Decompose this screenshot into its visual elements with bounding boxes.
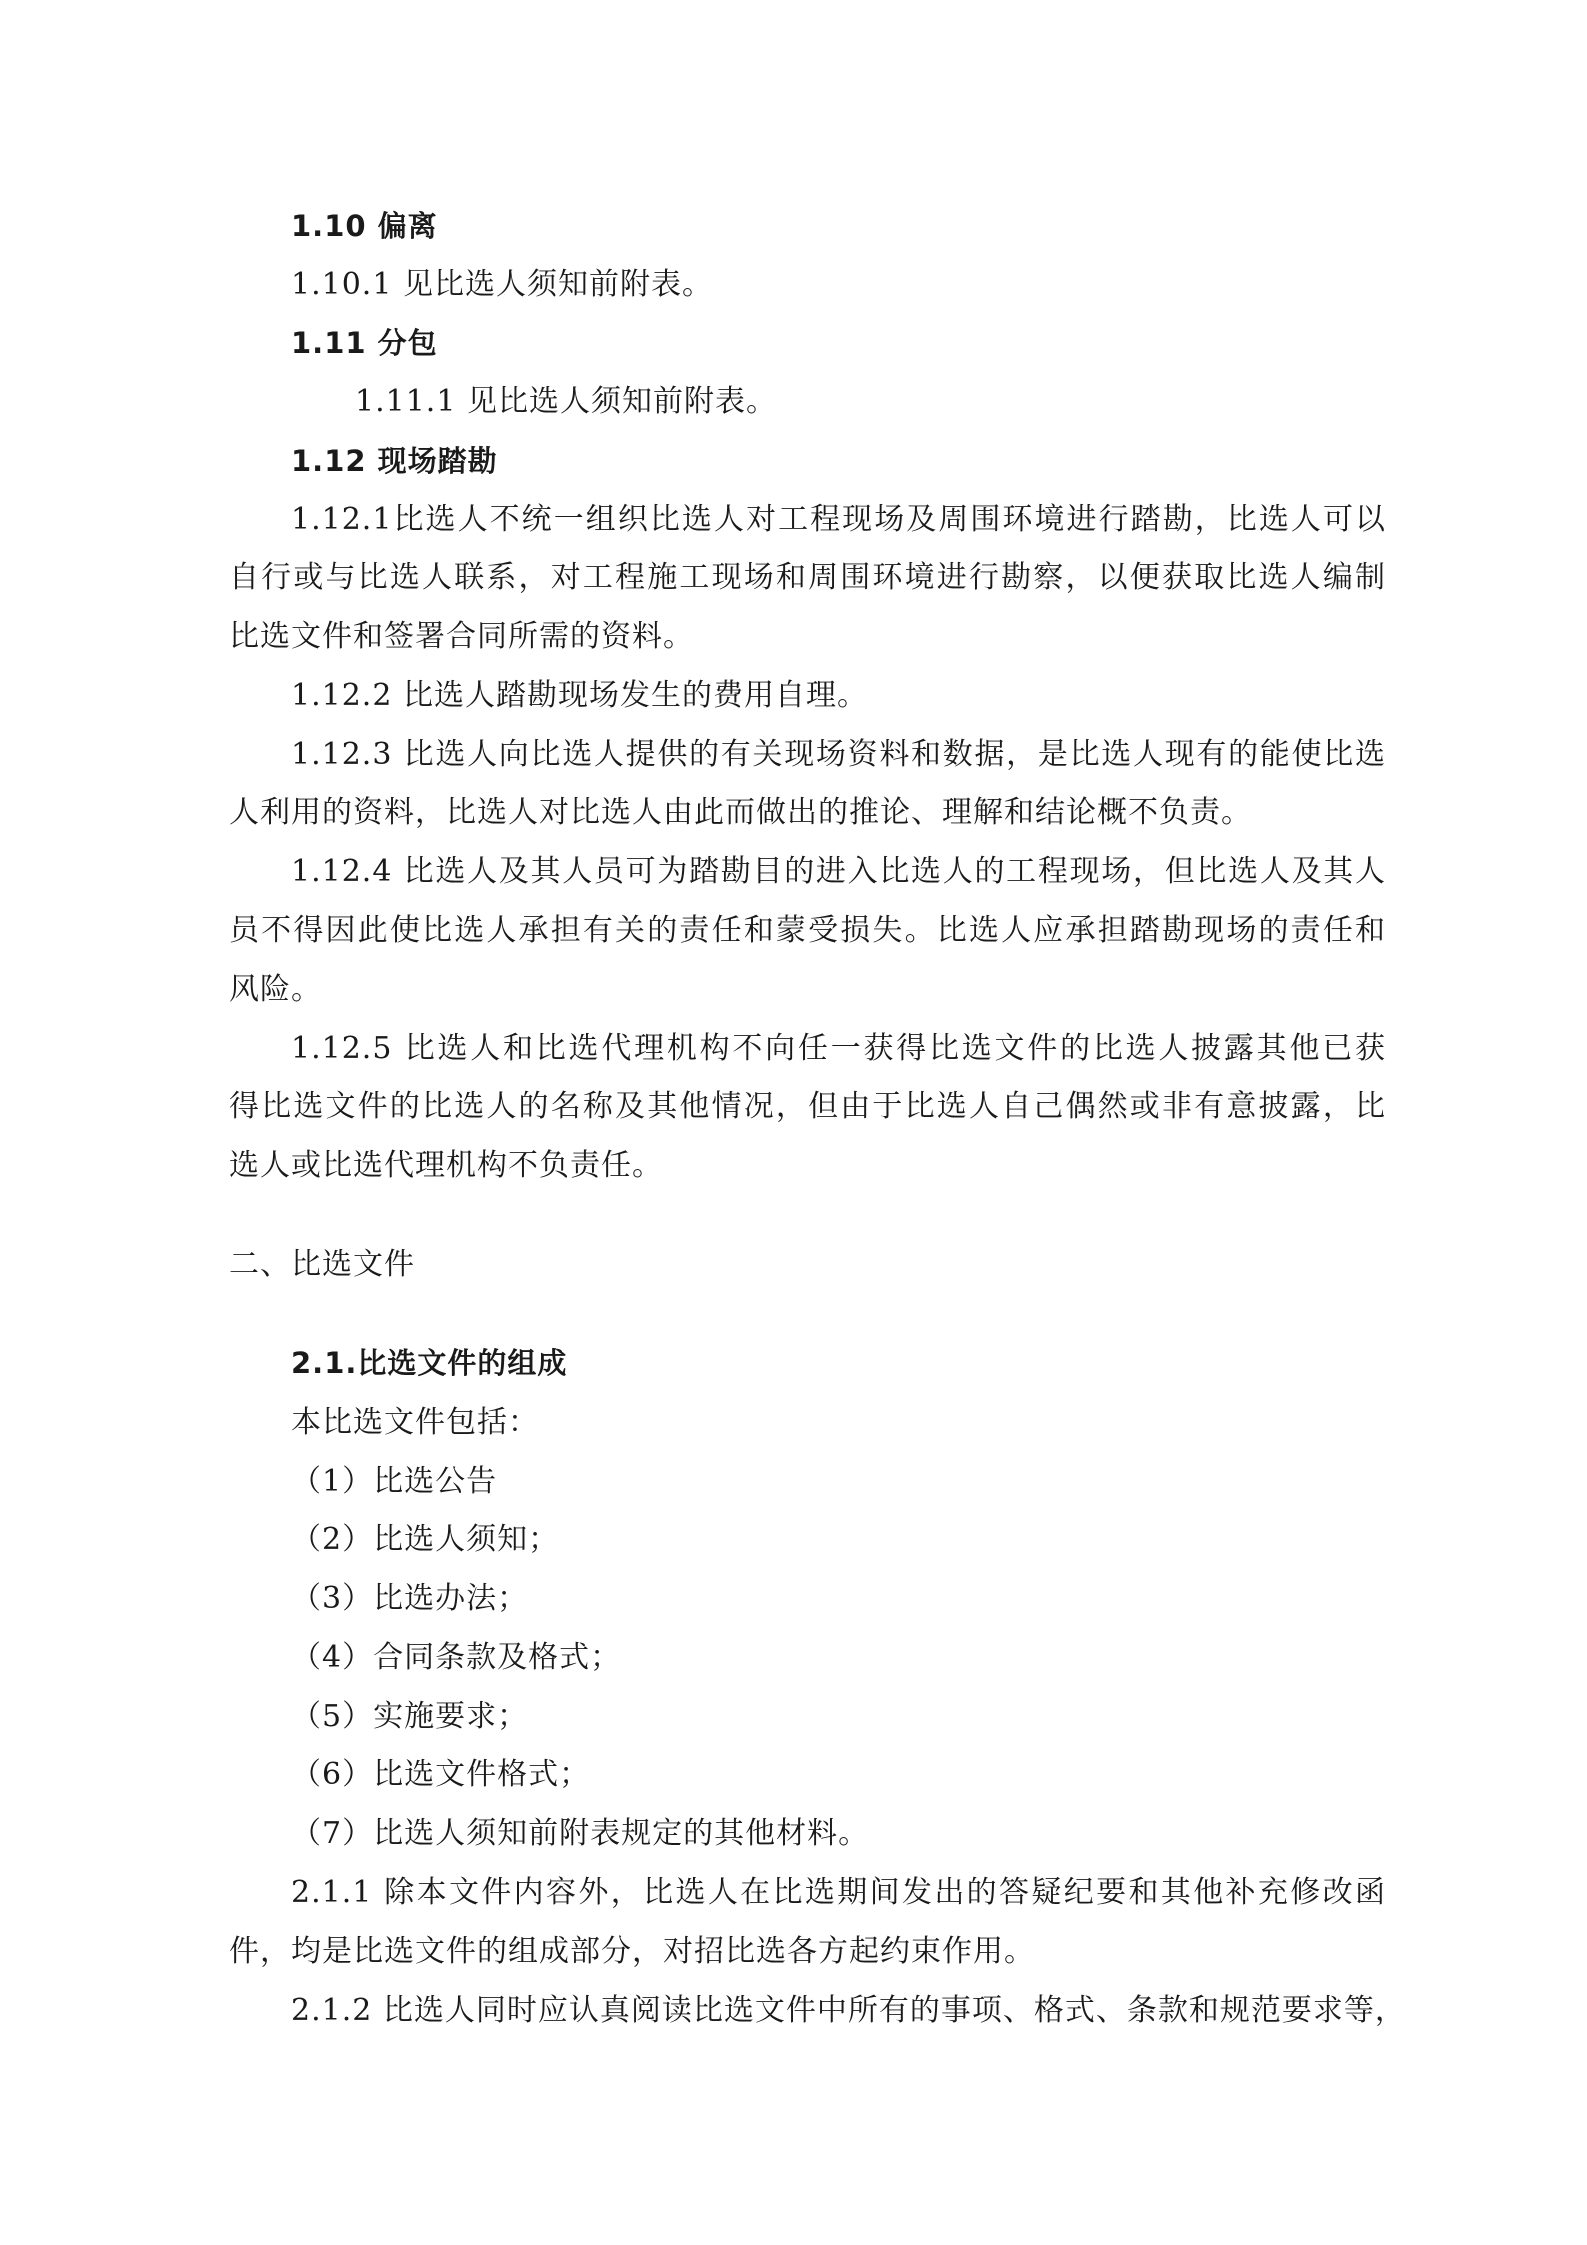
paragraph-1-12-3-line: 1.12.3 比选人向比选人提供的有关现场资料和数据，是比选人现有的能使比选 bbox=[291, 737, 1386, 772]
list-item: （2）比选人须知； bbox=[291, 1522, 560, 1557]
paragraph-2-1-1-line: 2.1.1 除本文件内容外，比选人在比选期间发出的答疑纪要和其他补充修改函 bbox=[291, 1875, 1386, 1910]
section-heading-1-12: 1.12 现场踏勘 bbox=[291, 444, 498, 478]
paragraph-1-12-4-line: 风险。 bbox=[229, 972, 322, 1007]
paragraph-1-12-1-line: 1.12.1比选人不统一组织比选人对工程现场及周围环境进行踏勘，比选人可以 bbox=[291, 502, 1386, 537]
paragraph-1-10-1: 1.10.1 见比选人须知前附表。 bbox=[291, 267, 713, 302]
paragraph-1-11-1: 1.11.1 见比选人须知前附表。 bbox=[355, 384, 777, 419]
paragraph-2-1-2-line: 2.1.2 比选人同时应认真阅读比选文件中所有的事项、格式、条款和规范要求等， bbox=[291, 1993, 1406, 2028]
list-item: （3）比选办法； bbox=[291, 1581, 529, 1616]
section-heading-1-10: 1.10 偏离 bbox=[291, 209, 438, 243]
paragraph-2-1-1-line: 件，均是比选文件的组成部分，对招比选各方起约束作用。 bbox=[229, 1934, 1035, 1969]
list-item: （4）合同条款及格式； bbox=[291, 1640, 622, 1675]
list-item: （7）比选人须知前附表规定的其他材料。 bbox=[291, 1816, 870, 1851]
list-item: （5）实施要求； bbox=[291, 1699, 529, 1734]
section-heading-1-11: 1.11 分包 bbox=[291, 326, 438, 360]
paragraph-1-12-4-line: 1.12.4 比选人及其人员可为踏勘目的进入比选人的工程现场，但比选人及其人 bbox=[291, 854, 1386, 889]
list-item: （6）比选文件格式； bbox=[291, 1757, 591, 1792]
paragraph-1-12-5-line: 选人或比选代理机构不负责任。 bbox=[229, 1148, 663, 1183]
paragraph-1-12-1-line: 比选文件和签署合同所需的资料。 bbox=[229, 619, 694, 654]
paragraph-1-12-3-line: 人利用的资料，比选人对比选人由此而做出的推论、理解和结论概不负责。 bbox=[229, 795, 1252, 830]
paragraph-1-12-1-line: 自行或与比选人联系，对工程施工现场和周围环境进行勘察，以便获取比选人编制 bbox=[229, 560, 1386, 595]
paragraph-2-1-intro: 本比选文件包括： bbox=[291, 1405, 539, 1440]
chapter-heading-2: 二、比选文件 bbox=[229, 1247, 415, 1282]
list-item: （1）比选公告 bbox=[291, 1464, 498, 1499]
section-heading-2-1: 2.1.比选文件的组成 bbox=[291, 1346, 568, 1380]
paragraph-1-12-4-line: 员不得因此使比选人承担有关的责任和蒙受损失。比选人应承担踏勘现场的责任和 bbox=[229, 913, 1386, 948]
paragraph-1-12-5-line: 得比选文件的比选人的名称及其他情况，但由于比选人自己偶然或非有意披露，比 bbox=[229, 1089, 1386, 1124]
paragraph-1-12-2: 1.12.2 比选人踏勘现场发生的费用自理。 bbox=[291, 678, 868, 713]
paragraph-1-12-5-line: 1.12.5 比选人和比选代理机构不向任一获得比选文件的比选人披露其他已获 bbox=[291, 1031, 1386, 1066]
